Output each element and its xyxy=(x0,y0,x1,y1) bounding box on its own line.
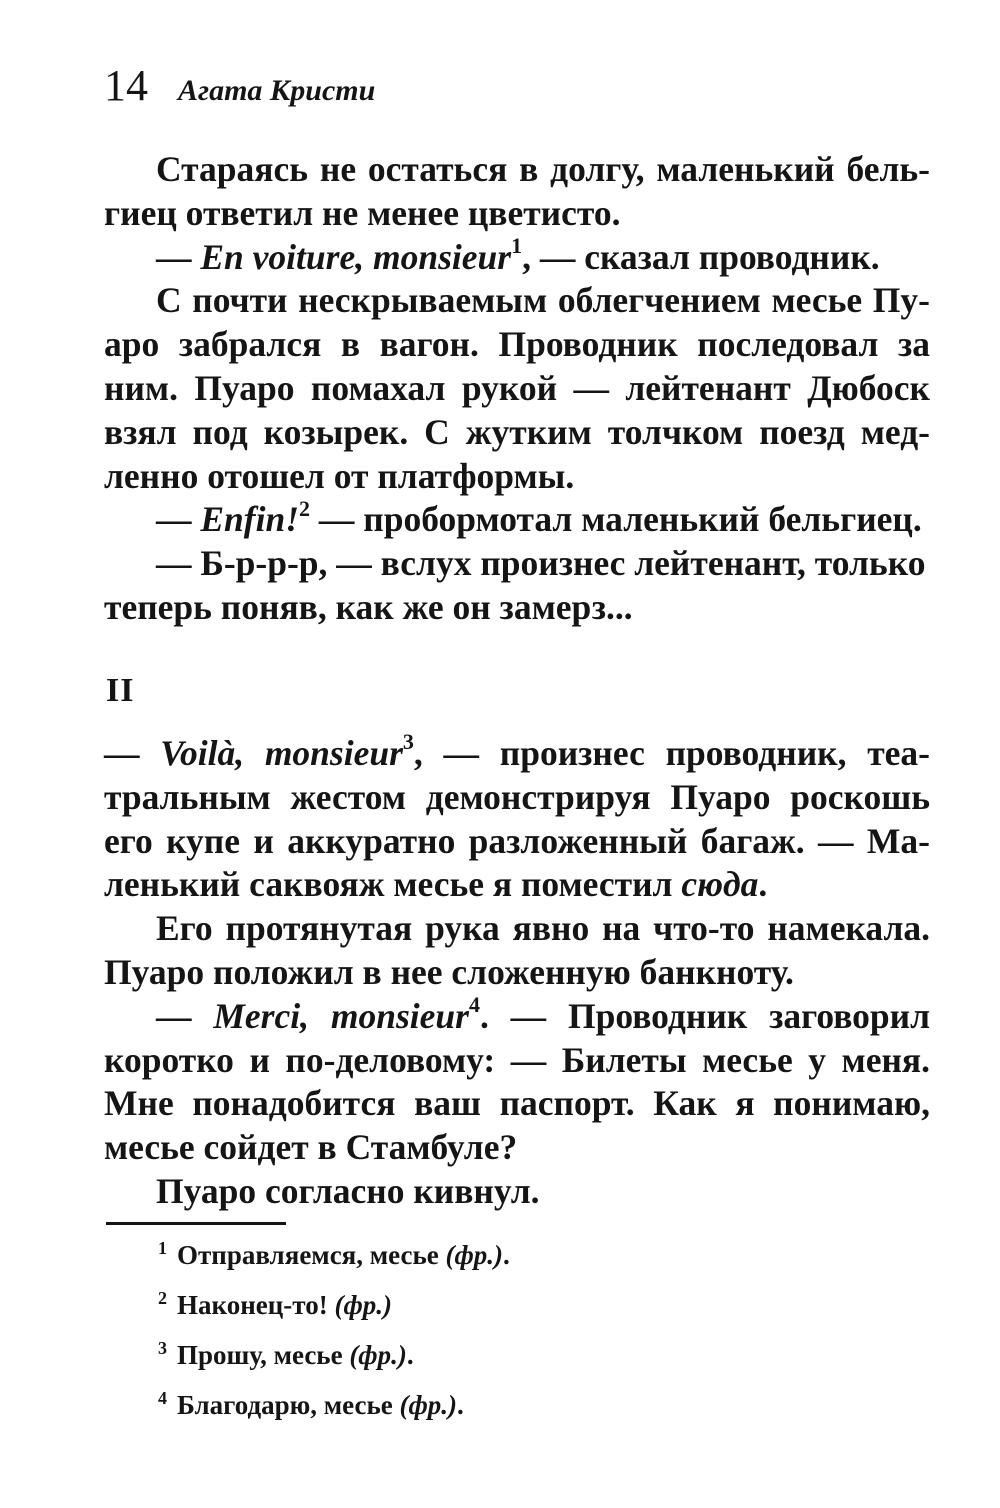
footnote xyxy=(158,1332,858,1382)
foreign-phrase: En voiture, monsieur xyxy=(200,236,512,277)
paragraph: Его протянутая рука явно на что-то намекала. Пуаро положил в нее сложенную банкноту. xyxy=(104,908,930,992)
footnote-ref: 3 xyxy=(402,729,414,755)
footnote-language: (фр.) xyxy=(445,1240,504,1270)
footnote xyxy=(158,1382,858,1432)
footnote-ref: 2 xyxy=(299,495,311,521)
footnote-end: . xyxy=(457,1390,464,1420)
paragraph xyxy=(104,232,930,280)
paragraph xyxy=(104,991,930,1170)
foreign-phrase: Merci, monsieur xyxy=(213,995,469,1036)
paragraph-text: , — произнес проводник, театральным жестом демонстрируя Пуаро роскошь его купе и аккуратно разложенный багаж. — Маленький саквояж месье я поместил xyxy=(104,733,930,905)
footnote-ref: 4 xyxy=(468,991,480,1017)
paragraph-text: . — Проводник заговорил коротко и по-деловому: — Билеты месье у меня. Мне понадобится ваш паспорт. Как я понимаю, месье сойдет в Стамбуле? xyxy=(104,995,930,1168)
paragraph-text: , — сказал проводник. xyxy=(522,236,880,277)
footnote-language: (фр.) xyxy=(349,1340,407,1370)
footnote-end: . xyxy=(503,1240,510,1270)
footnote xyxy=(158,1282,858,1332)
dialogue-dash: — xyxy=(104,733,161,773)
dialogue-dash: — xyxy=(156,995,214,1036)
paragraph-end: . xyxy=(758,864,768,905)
running-head xyxy=(104,60,375,111)
paragraph: — Б-р-р-р, — вслух произнес лейтенант, только теперь поняв, как же он замерз... xyxy=(104,543,926,627)
footnote-divider xyxy=(106,1222,286,1225)
paragraph: Стараясь не остаться в долгу, маленький бельгиец ответил не менее цветисто. xyxy=(104,149,930,233)
paragraph: Пуаро согласно кивнул. xyxy=(156,1170,540,1211)
footnote-number: 3 xyxy=(158,1338,167,1358)
footnote-number: 2 xyxy=(158,1288,167,1308)
section-two-text xyxy=(104,729,930,1214)
footnote xyxy=(158,1232,858,1282)
footnote-language: (фр.) xyxy=(399,1390,458,1420)
dialogue-dash: — xyxy=(156,236,201,277)
paragraph-text: — пробормотал маленький бельгиец. xyxy=(310,499,922,540)
foreign-phrase: Enfin! xyxy=(200,499,300,540)
paragraph xyxy=(104,729,930,907)
footnote-ref: 1 xyxy=(511,232,523,258)
page-number: 14 xyxy=(104,61,148,110)
paragraph: С почти нескрываемым облегчением месье Пуаро забрался в вагон. Проводник последовал за ним. Пуаро помахал рукой — лейтенант Дюбоск взял под козырек. С жутким толчком поезд медленно отошел от платформы. xyxy=(104,280,930,496)
paragraph xyxy=(104,495,930,542)
dialogue-dash: — xyxy=(156,499,201,540)
footnote-number: 4 xyxy=(158,1388,167,1408)
foreign-phrase: Voilà, monsieur xyxy=(160,733,403,773)
footnote-text: Благодарю, месье xyxy=(177,1390,393,1420)
footnote-text: Прошу, месье xyxy=(177,1340,343,1370)
footnote-end: . xyxy=(406,1340,414,1370)
section-heading: II xyxy=(106,672,135,709)
emphasis: сюда xyxy=(681,864,759,905)
section-one-text xyxy=(104,148,930,630)
footnote-language: (фр.) xyxy=(334,1290,393,1320)
footnote-text: Отправляемся, месье xyxy=(177,1240,439,1270)
footnotes xyxy=(158,1232,858,1432)
running-head-author: Агата Кристи xyxy=(178,74,376,107)
footnote-text: Наконец-то! xyxy=(177,1290,328,1320)
footnote-number: 1 xyxy=(158,1238,167,1258)
